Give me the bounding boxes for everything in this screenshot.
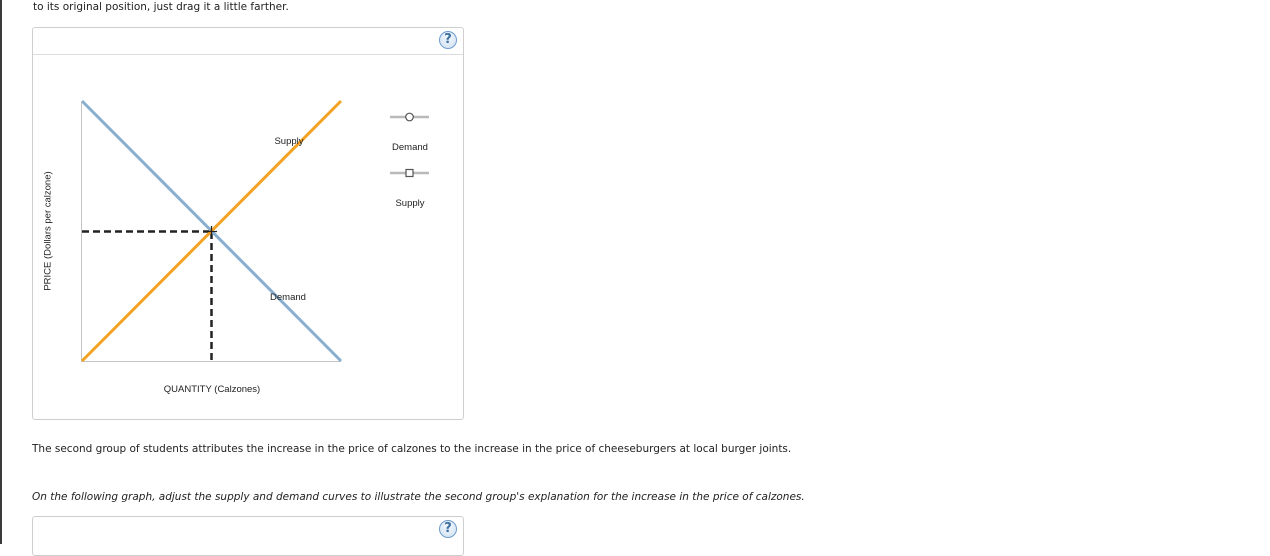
help-icon[interactable]: ? <box>439 31 457 49</box>
question-paragraph: The second group of students attributes the increase in the price of calzones to the increase in the price of cheeseburgers at local burger joints. <box>32 443 792 455</box>
help-icon[interactable]: ? <box>439 520 457 538</box>
left-border <box>0 0 2 544</box>
intro-text: to its original position, just drag it a little farther. <box>33 1 289 13</box>
x-axis-label: QUANTITY (Calzones) <box>163 384 261 395</box>
demand-tool[interactable] <box>390 113 429 121</box>
y-axis-label: PRICE (Dollars per calzone) <box>42 171 54 291</box>
supply-tool-label: Supply <box>395 198 425 209</box>
graph-canvas <box>33 28 465 421</box>
graph-panel <box>32 27 464 420</box>
second-graph-panel <box>32 516 464 556</box>
supply-tool[interactable] <box>390 170 429 177</box>
instruction-paragraph: On the following graph, adjust the supply and demand curves to illustrate the second group's explanation for the increase in the price of calzones. <box>32 491 805 503</box>
demand-tool-label: Demand <box>392 142 428 153</box>
square-icon <box>406 170 413 177</box>
supply-curve-label: Supply <box>274 136 304 147</box>
circle-icon <box>406 113 414 121</box>
demand-curve-label: Demand <box>270 292 306 303</box>
